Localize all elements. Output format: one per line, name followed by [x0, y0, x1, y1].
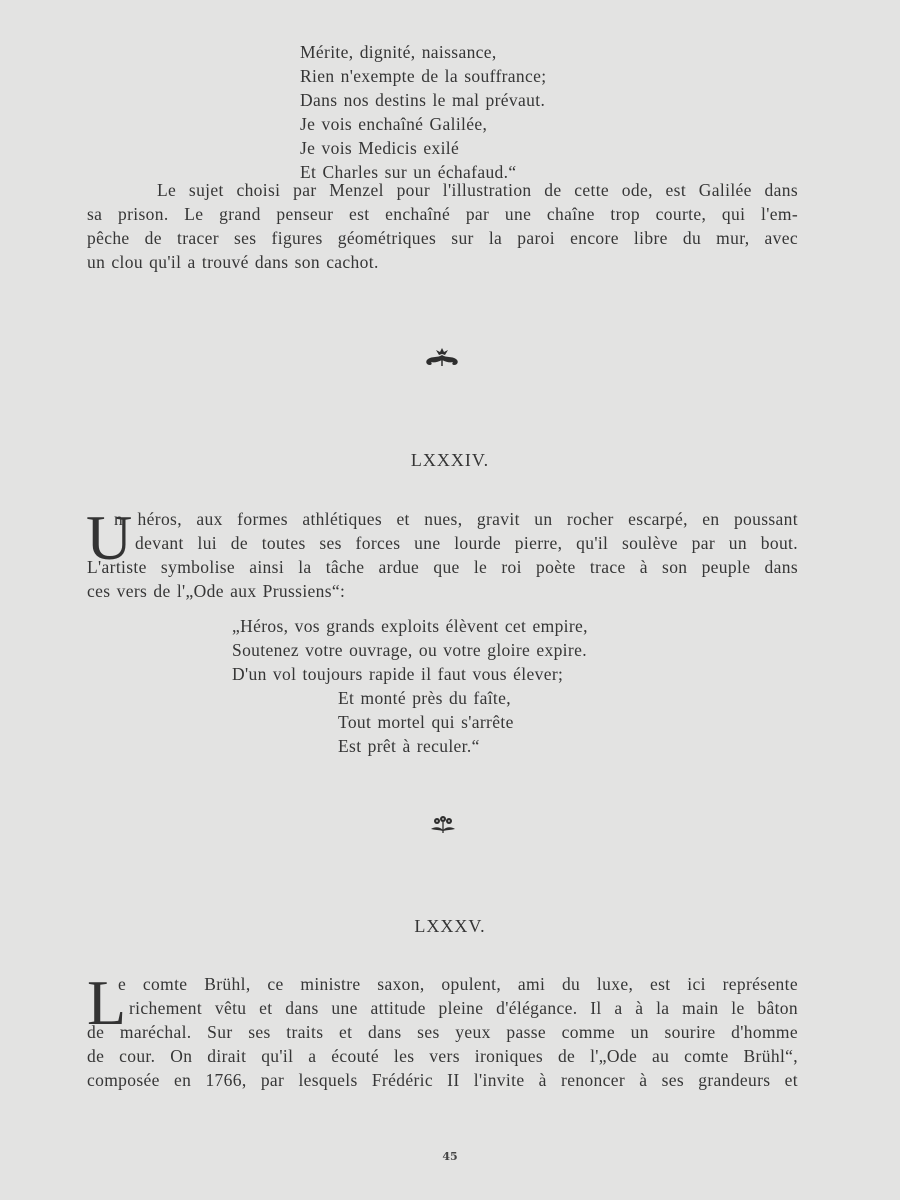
verse-stanza-ode-short — [338, 686, 514, 758]
paragraph-line: sa prison. Le grand penseur est enchaîné par une chaîne trop courte, qui l'em- — [87, 204, 798, 224]
verse-line: Rien n'exempte de la souffrance; — [300, 66, 547, 86]
verse-line: Tout mortel qui s'arrête — [338, 712, 514, 732]
section-heading: LXXXIV. — [410, 450, 490, 470]
section-85-paragraph — [87, 967, 798, 1092]
verse-line: Je vois Medicis exilé — [300, 138, 460, 158]
section-heading: LXXXV. — [414, 916, 486, 936]
paragraph-line: richement vêtu et dans une attitude pleine d'élégance. Il a à la main le bâton — [129, 998, 798, 1018]
intro-paragraph — [87, 178, 798, 274]
verse-line: „Héros, vos grands exploits élèvent cet empire, — [232, 616, 588, 636]
page-number: 45 — [442, 1150, 458, 1163]
verse-line: Et monté près du faîte, — [338, 688, 511, 708]
paragraph-line: L'artiste symbolise ainsi la tâche ardue que le roi poète trace à son peuple dans — [87, 557, 798, 577]
verse-stanza-ode — [232, 614, 588, 686]
paragraph-line: de cour. On dirait qu'il a écouté les vers ironiques de l'„Ode au comte Brühl“, — [87, 1046, 798, 1066]
verse-line: Dans nos destins le mal prévaut. — [300, 90, 546, 110]
paragraph-line: pêche de tracer ses figures géométriques sur la paroi encore libre du mur, avec — [87, 228, 798, 248]
drop-cap: U — [86, 502, 133, 573]
verse-line: Et Charles sur un échafaud.“ — [300, 162, 517, 182]
verse-line: D'un vol toujours rapide il faut vous élever; — [232, 664, 564, 684]
paragraph-line: ces vers de l'„Ode aux Prussiens“: — [87, 581, 346, 601]
paragraph-line: n héros, aux formes athlétiques et nues, gravit un rocher escarpé, en poussant — [114, 509, 798, 529]
verse-stanza-top — [300, 40, 546, 184]
paragraph-line: e comte Brühl, ce ministre saxon, opulent, ami du luxe, est ici représente — [118, 974, 798, 994]
paragraph-line: composée en 1766, par lesquels Frédéric II l'invite à renoncer à ses grandeurs et — [87, 1070, 798, 1090]
paragraph-line: de maréchal. Sur ses traits et dans ses yeux passe comme un sourire d'homme — [87, 1022, 798, 1042]
drop-cap: L — [87, 967, 127, 1038]
flower-cluster-icon — [429, 815, 457, 837]
verse-line: Je vois enchaîné Galilée, — [300, 114, 488, 134]
section-84-paragraph — [86, 502, 798, 603]
paragraph-line: un clou qu'il a trouvé dans son cachot. — [87, 252, 379, 272]
paragraph-line: devant lui de toutes ses forces une lourde pierre, qu'il soulève par un bout. — [135, 533, 798, 553]
verse-line: Est prêt à reculer.“ — [338, 736, 480, 756]
paragraph-line: Le sujet choisi par Menzel pour l'illustration de cette ode, est Galilée dans — [157, 180, 798, 200]
fleuron-icon — [422, 346, 462, 372]
verse-line: Mérite, dignité, naissance, — [300, 42, 497, 62]
verse-line: Soutenez votre ouvrage, ou votre gloire expire. — [232, 640, 587, 660]
